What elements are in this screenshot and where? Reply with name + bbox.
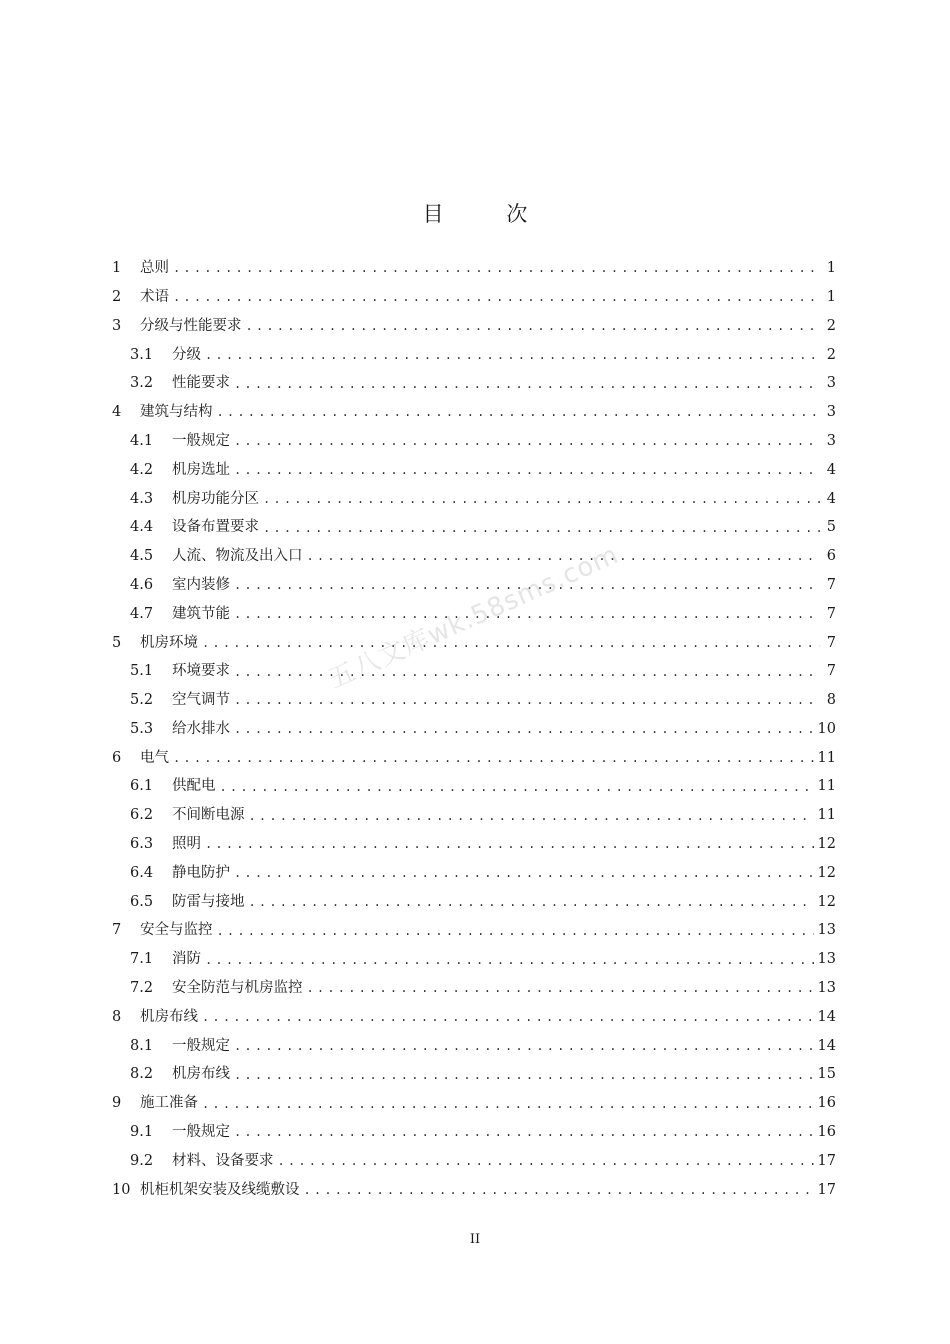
toc-entry-page: 16 bbox=[817, 1124, 836, 1141]
toc-entry-label: 消防 bbox=[172, 951, 201, 968]
toc-entry[interactable] bbox=[112, 715, 836, 744]
toc-entry-label: 一般规定 bbox=[172, 1124, 230, 1141]
toc-entry-page: 13 bbox=[817, 922, 836, 939]
toc-entry-page: 12 bbox=[817, 864, 836, 881]
toc-entry-label: 性能要求 bbox=[172, 375, 230, 392]
toc-entry[interactable] bbox=[112, 859, 836, 888]
toc-entry[interactable] bbox=[112, 283, 836, 312]
toc-entry-label: 照明 bbox=[172, 836, 201, 853]
toc-entry-page: 17 bbox=[817, 1181, 836, 1198]
toc-entry-page: 7 bbox=[826, 663, 836, 680]
toc-entry-number: 3.1 bbox=[130, 346, 154, 363]
toc-entry-label: 机房选址 bbox=[172, 461, 230, 478]
table-of-contents bbox=[112, 254, 836, 1204]
toc-entry-number: 9.1 bbox=[130, 1124, 154, 1141]
toc-entry[interactable] bbox=[112, 1118, 836, 1147]
dot-leader bbox=[234, 1069, 814, 1081]
toc-entry[interactable] bbox=[112, 456, 836, 485]
dot-leader bbox=[234, 378, 820, 390]
toc-entry-page: 13 bbox=[817, 980, 836, 997]
toc-entry-label: 材料、设备要求 bbox=[172, 1152, 274, 1169]
toc-entry-number: 4.3 bbox=[130, 490, 154, 507]
dot-leader bbox=[173, 752, 814, 764]
toc-entry-page: 7 bbox=[826, 634, 836, 651]
toc-entry-number: 4 bbox=[112, 404, 122, 421]
toc-entry-number: 4.1 bbox=[130, 432, 154, 449]
toc-entry-page: 11 bbox=[817, 807, 836, 824]
toc-entry-number: 5.1 bbox=[130, 663, 154, 680]
toc-entry-label: 不间断电源 bbox=[172, 807, 245, 824]
toc-entry[interactable] bbox=[112, 1032, 836, 1061]
dot-leader bbox=[217, 925, 814, 937]
dot-leader bbox=[234, 694, 820, 706]
toc-entry[interactable] bbox=[112, 801, 836, 830]
toc-entry-label: 机房功能分区 bbox=[172, 490, 259, 507]
dot-leader bbox=[249, 810, 814, 822]
toc-entry[interactable] bbox=[112, 916, 836, 945]
toc-entry[interactable] bbox=[112, 888, 836, 917]
toc-entry[interactable] bbox=[112, 744, 836, 773]
toc-entry-number: 6.2 bbox=[130, 807, 154, 824]
dot-leader bbox=[246, 320, 821, 332]
dot-leader bbox=[173, 291, 820, 303]
toc-entry[interactable] bbox=[112, 657, 836, 686]
dot-leader bbox=[202, 1098, 814, 1110]
toc-entry[interactable] bbox=[112, 1003, 836, 1032]
toc-entry-page: 6 bbox=[826, 548, 836, 565]
dot-leader bbox=[205, 954, 814, 966]
toc-entry[interactable] bbox=[112, 1176, 836, 1205]
toc-entry-number: 5.3 bbox=[130, 720, 154, 737]
toc-entry-label: 施工准备 bbox=[140, 1095, 198, 1112]
toc-entry-page: 7 bbox=[826, 576, 836, 593]
toc-entry-label: 术语 bbox=[140, 288, 169, 305]
toc-entry-label: 人流、物流及出入口 bbox=[172, 548, 303, 565]
toc-entry-page: 4 bbox=[826, 490, 836, 507]
watermark: 五八文库wk.58sms.com bbox=[324, 539, 624, 695]
dot-leader bbox=[234, 666, 820, 678]
toc-entry[interactable] bbox=[112, 427, 836, 456]
toc-entry-number: 6.4 bbox=[130, 864, 154, 881]
toc-entry-number: 7 bbox=[112, 922, 122, 939]
toc-entry-label: 静电防护 bbox=[172, 864, 230, 881]
toc-entry-number: 3.2 bbox=[130, 375, 154, 392]
toc-entry-label: 供配电 bbox=[172, 778, 216, 795]
toc-entry[interactable] bbox=[112, 1060, 836, 1089]
dot-leader bbox=[234, 867, 814, 879]
toc-entry-label: 一般规定 bbox=[172, 1037, 230, 1054]
toc-entry-number: 9 bbox=[112, 1095, 122, 1112]
toc-entry-label: 机房环境 bbox=[140, 634, 198, 651]
toc-entry[interactable] bbox=[112, 542, 836, 571]
toc-entry-page: 2 bbox=[826, 346, 836, 363]
toc-entry-label: 给水排水 bbox=[172, 720, 230, 737]
toc-entry-number: 6.1 bbox=[130, 778, 154, 795]
toc-entry[interactable] bbox=[112, 369, 836, 398]
toc-title: 目 次 bbox=[422, 202, 556, 226]
toc-entry-label: 机房布线 bbox=[140, 1008, 198, 1025]
toc-entry[interactable] bbox=[112, 686, 836, 715]
dot-leader bbox=[249, 896, 814, 908]
toc-entry-number: 3 bbox=[112, 317, 122, 334]
dot-leader bbox=[307, 982, 814, 994]
toc-entry-number: 8 bbox=[112, 1008, 122, 1025]
toc-entry-page: 16 bbox=[817, 1095, 836, 1112]
toc-entry-page: 14 bbox=[817, 1037, 836, 1054]
toc-entry-number: 1 bbox=[112, 260, 122, 277]
toc-entry-page: 13 bbox=[817, 951, 836, 968]
toc-entry-number: 8.2 bbox=[130, 1066, 154, 1083]
dot-leader bbox=[263, 522, 820, 534]
toc-entry-label: 设备布置要求 bbox=[172, 519, 259, 536]
toc-entry-page: 15 bbox=[817, 1066, 836, 1083]
toc-entry-number: 9.2 bbox=[130, 1152, 154, 1169]
dot-leader bbox=[220, 781, 814, 793]
toc-entry-number: 4.2 bbox=[130, 461, 154, 478]
toc-entry-page: 12 bbox=[817, 836, 836, 853]
toc-entry-page: 3 bbox=[826, 375, 836, 392]
toc-entry-number: 6.3 bbox=[130, 836, 154, 853]
toc-entry-page: 10 bbox=[817, 720, 836, 737]
toc-entry[interactable] bbox=[112, 484, 836, 513]
toc-entry[interactable] bbox=[112, 398, 836, 427]
toc-entry[interactable] bbox=[112, 1147, 836, 1176]
toc-entry-number: 8.1 bbox=[130, 1037, 154, 1054]
dot-leader bbox=[234, 1040, 814, 1052]
dot-leader bbox=[234, 723, 814, 735]
toc-entry-number: 4.5 bbox=[130, 548, 154, 565]
toc-entry-number: 2 bbox=[112, 288, 122, 305]
toc-entry-label: 防雷与接地 bbox=[172, 893, 245, 910]
toc-entry-number: 6 bbox=[112, 749, 122, 766]
toc-entry-page: 1 bbox=[826, 288, 836, 305]
toc-entry[interactable] bbox=[112, 945, 836, 974]
dot-leader bbox=[205, 349, 820, 361]
toc-entry-page: 11 bbox=[817, 749, 836, 766]
toc-entry-page: 4 bbox=[826, 461, 836, 478]
toc-entry-label: 分级与性能要求 bbox=[140, 317, 242, 334]
toc-entry-label: 安全防范与机房监控 bbox=[172, 980, 303, 997]
toc-entry-number: 6.5 bbox=[130, 893, 154, 910]
toc-entry-label: 建筑与结构 bbox=[140, 404, 213, 421]
toc-entry-label: 机柜机架安装及线缆敷设 bbox=[140, 1181, 300, 1198]
toc-entry-page: 1 bbox=[826, 260, 836, 277]
toc-entry-page: 12 bbox=[817, 893, 836, 910]
dot-leader bbox=[278, 1155, 814, 1167]
dot-leader bbox=[173, 262, 820, 274]
dot-leader bbox=[263, 493, 820, 505]
toc-entry-number: 7.2 bbox=[130, 980, 154, 997]
toc-entry-label: 空气调节 bbox=[172, 692, 230, 709]
dot-leader bbox=[234, 1126, 814, 1138]
toc-entry-page: 5 bbox=[826, 519, 836, 536]
toc-entry-label: 电气 bbox=[140, 749, 169, 766]
toc-entry-page: 14 bbox=[817, 1008, 836, 1025]
dot-leader bbox=[202, 1011, 814, 1023]
toc-entry-number: 4.4 bbox=[130, 519, 154, 536]
toc-entry-page: 8 bbox=[826, 692, 836, 709]
dot-leader bbox=[234, 435, 820, 447]
toc-entry[interactable] bbox=[112, 1089, 836, 1118]
toc-entry-label: 分级 bbox=[172, 346, 201, 363]
toc-entry[interactable] bbox=[112, 974, 836, 1003]
toc-entry[interactable] bbox=[112, 312, 836, 341]
toc-entry-page: 3 bbox=[826, 404, 836, 421]
dot-leader bbox=[217, 406, 821, 418]
dot-leader bbox=[205, 838, 814, 850]
toc-entry[interactable] bbox=[112, 513, 836, 542]
toc-entry-number: 5.2 bbox=[130, 692, 154, 709]
toc-entry-page: 2 bbox=[826, 317, 836, 334]
toc-entry-page: 11 bbox=[817, 778, 836, 795]
toc-entry-number: 5 bbox=[112, 634, 122, 651]
toc-entry-label: 安全与监控 bbox=[140, 922, 213, 939]
toc-entry-label: 一般规定 bbox=[172, 432, 230, 449]
toc-entry[interactable] bbox=[112, 340, 836, 369]
dot-leader bbox=[234, 464, 820, 476]
toc-entry-page: 3 bbox=[826, 432, 836, 449]
toc-entry-page: 17 bbox=[817, 1152, 836, 1169]
dot-leader bbox=[202, 637, 820, 649]
toc-entry-number: 4.6 bbox=[130, 576, 154, 593]
toc-entry-label: 环境要求 bbox=[172, 663, 230, 680]
toc-entry-label: 建筑节能 bbox=[172, 605, 230, 622]
page-number: II bbox=[469, 1232, 481, 1247]
dot-leader bbox=[304, 1184, 814, 1196]
toc-entry-number: 4.7 bbox=[130, 605, 154, 622]
toc-entry-number: 10 bbox=[112, 1181, 131, 1198]
toc-entry[interactable] bbox=[112, 830, 836, 859]
toc-entry[interactable] bbox=[112, 772, 836, 801]
toc-entry[interactable] bbox=[112, 254, 836, 283]
toc-entry-number: 7.1 bbox=[130, 951, 154, 968]
toc-entry-label: 机房布线 bbox=[172, 1066, 230, 1083]
toc-entry-page: 7 bbox=[826, 605, 836, 622]
toc-entry-label: 总则 bbox=[140, 260, 169, 277]
toc-entry-label: 室内装修 bbox=[172, 576, 230, 593]
